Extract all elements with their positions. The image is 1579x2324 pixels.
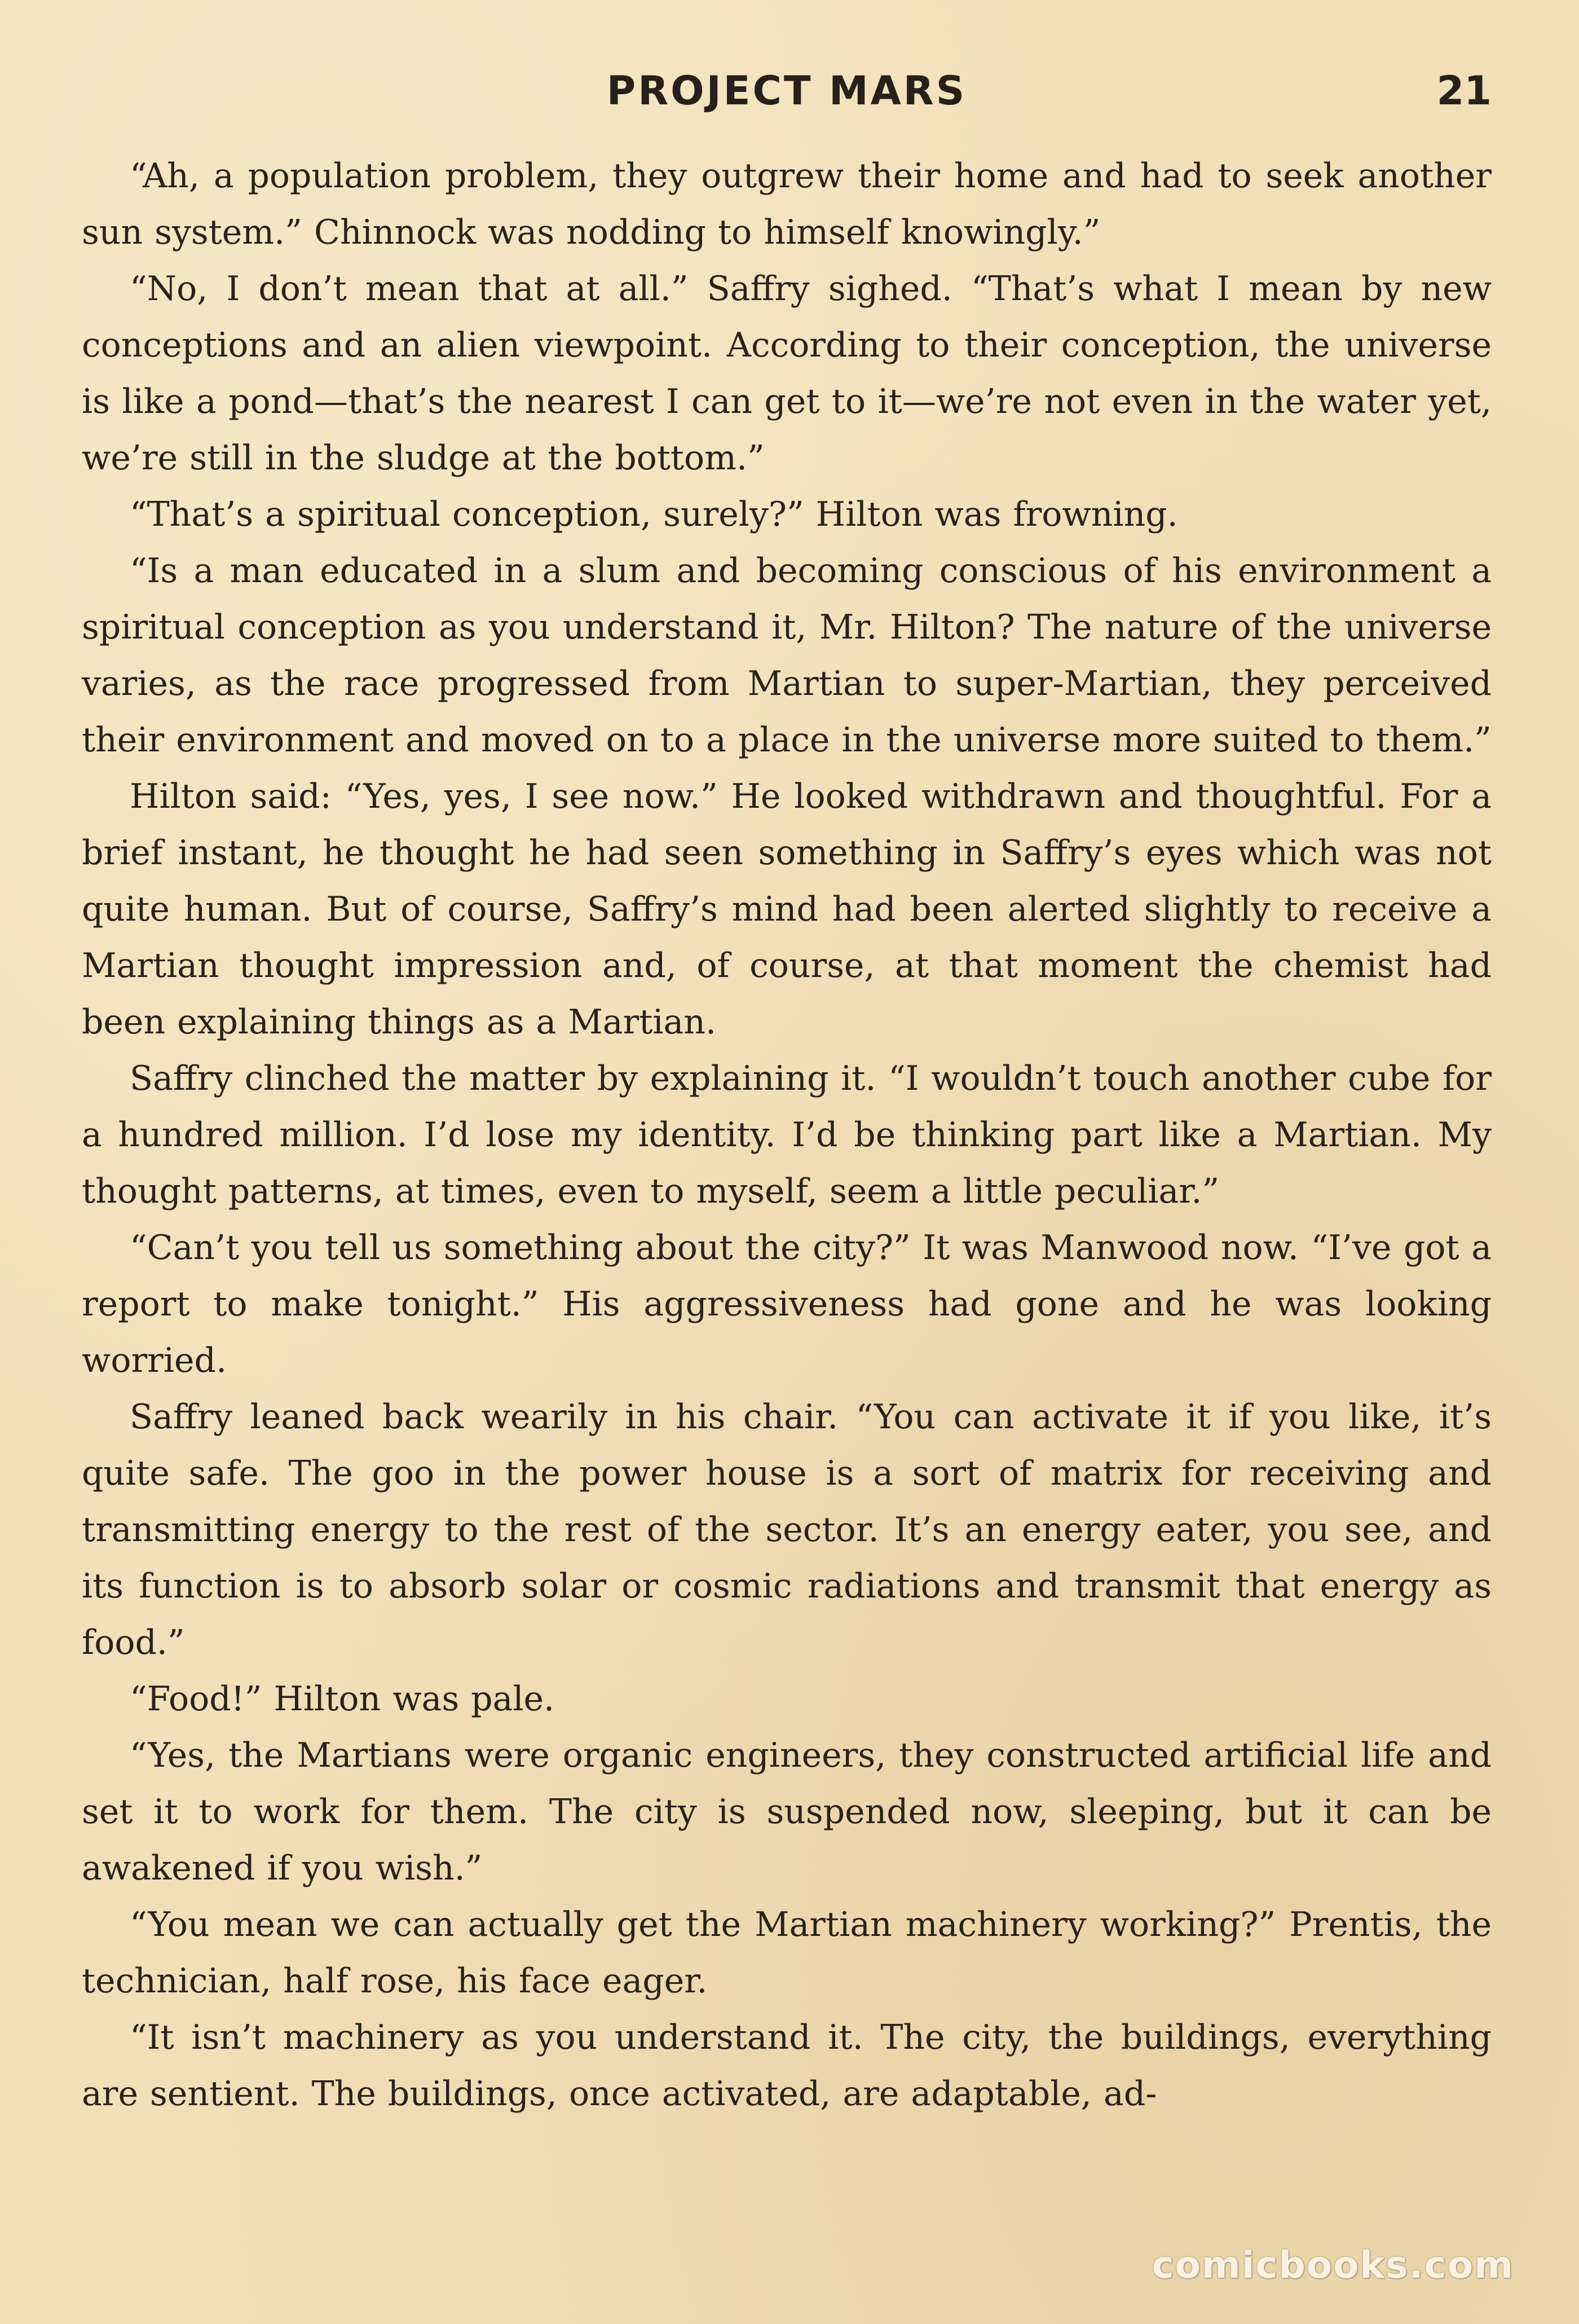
paragraph: Hilton said: “Yes, yes, I see now.” He looked withdrawn and thoughtful. For a brief instant, he thought he had seen something in Saffry’s eyes which was not quite human. But of course, Saffry’s mind had been alerted slightly to receive a Martian thought impression and, of course, at that moment the chemist had been explaining things as a Martian. — [82, 777, 1492, 1042]
paragraph: “You mean we can actually get the Martian machinery working?” Prentis, the technician, half rose, his face eager. — [82, 1905, 1492, 2001]
page-number: 21 — [1436, 68, 1492, 114]
paragraph: “Food!” Hilton was pale. — [130, 1679, 555, 1719]
paragraph: “It isn’t machinery as you understand it. The city, the buildings, everything are sentient. The buildings, once activated, are adaptable, ad- — [82, 2018, 1492, 2114]
paragraph: Saffry leaned back wearily in his chair. “You can activate it if you like, it’s quite safe. The goo in the power house is a sort of matrix for receiving and transmitting energy to the rest of the sector. It’s an energy eater, you see, and its function is to absorb solar or cosmic radiations and transmit that energy as food.” — [82, 1397, 1492, 1662]
body-text — [82, 148, 1492, 2122]
paragraph: Saffry clinched the matter by explaining it. “I wouldn’t touch another cube for a hundred million. I’d lose my identity. I’d be thinking part like a Martian. My thought patterns, at times, even to myself, seem a little peculiar.” — [82, 1059, 1492, 1211]
paragraph: “Is a man educated in a slum and becoming conscious of his environment a spiritual conception as you understand it, Mr. Hilton? The nature of the universe varies, as the race progressed from Martian to super-Martian, they perceived their environment and moved on to a place in the universe more suited to them.” — [82, 551, 1492, 760]
watermark: comicbooks.com — [1152, 2243, 1514, 2287]
paragraph: “No, I don’t mean that at all.” Saffry sighed. “That’s what I mean by new conceptions and an alien viewpoint. According to their conception, the universe is like a pond—that’s the nearest I can get to it—we’re not even in the water yet, we’re still in the sludge at the bottom.” — [82, 269, 1492, 478]
running-title: PROJECT MARS — [606, 68, 967, 114]
paragraph: “Ah, a population problem, they outgrew their home and had to seek another sun system.” Chinnock was nodding to himself knowingly.” — [82, 156, 1492, 252]
paragraph: “That’s a spiritual conception, surely?” Hilton was frowning. — [130, 495, 1178, 534]
running-head — [82, 68, 1492, 130]
paragraph: “Can’t you tell us something about the city?” It was Manwood now. “I’ve got a report to make tonight.” His aggressiveness had gone and he was looking worried. — [82, 1228, 1492, 1380]
paragraph: “Yes, the Martians were organic engineers, they constructed artificial life and set it to work for them. The city is suspended now, sleeping, but it can be awakened if you wish.” — [82, 1736, 1492, 1888]
